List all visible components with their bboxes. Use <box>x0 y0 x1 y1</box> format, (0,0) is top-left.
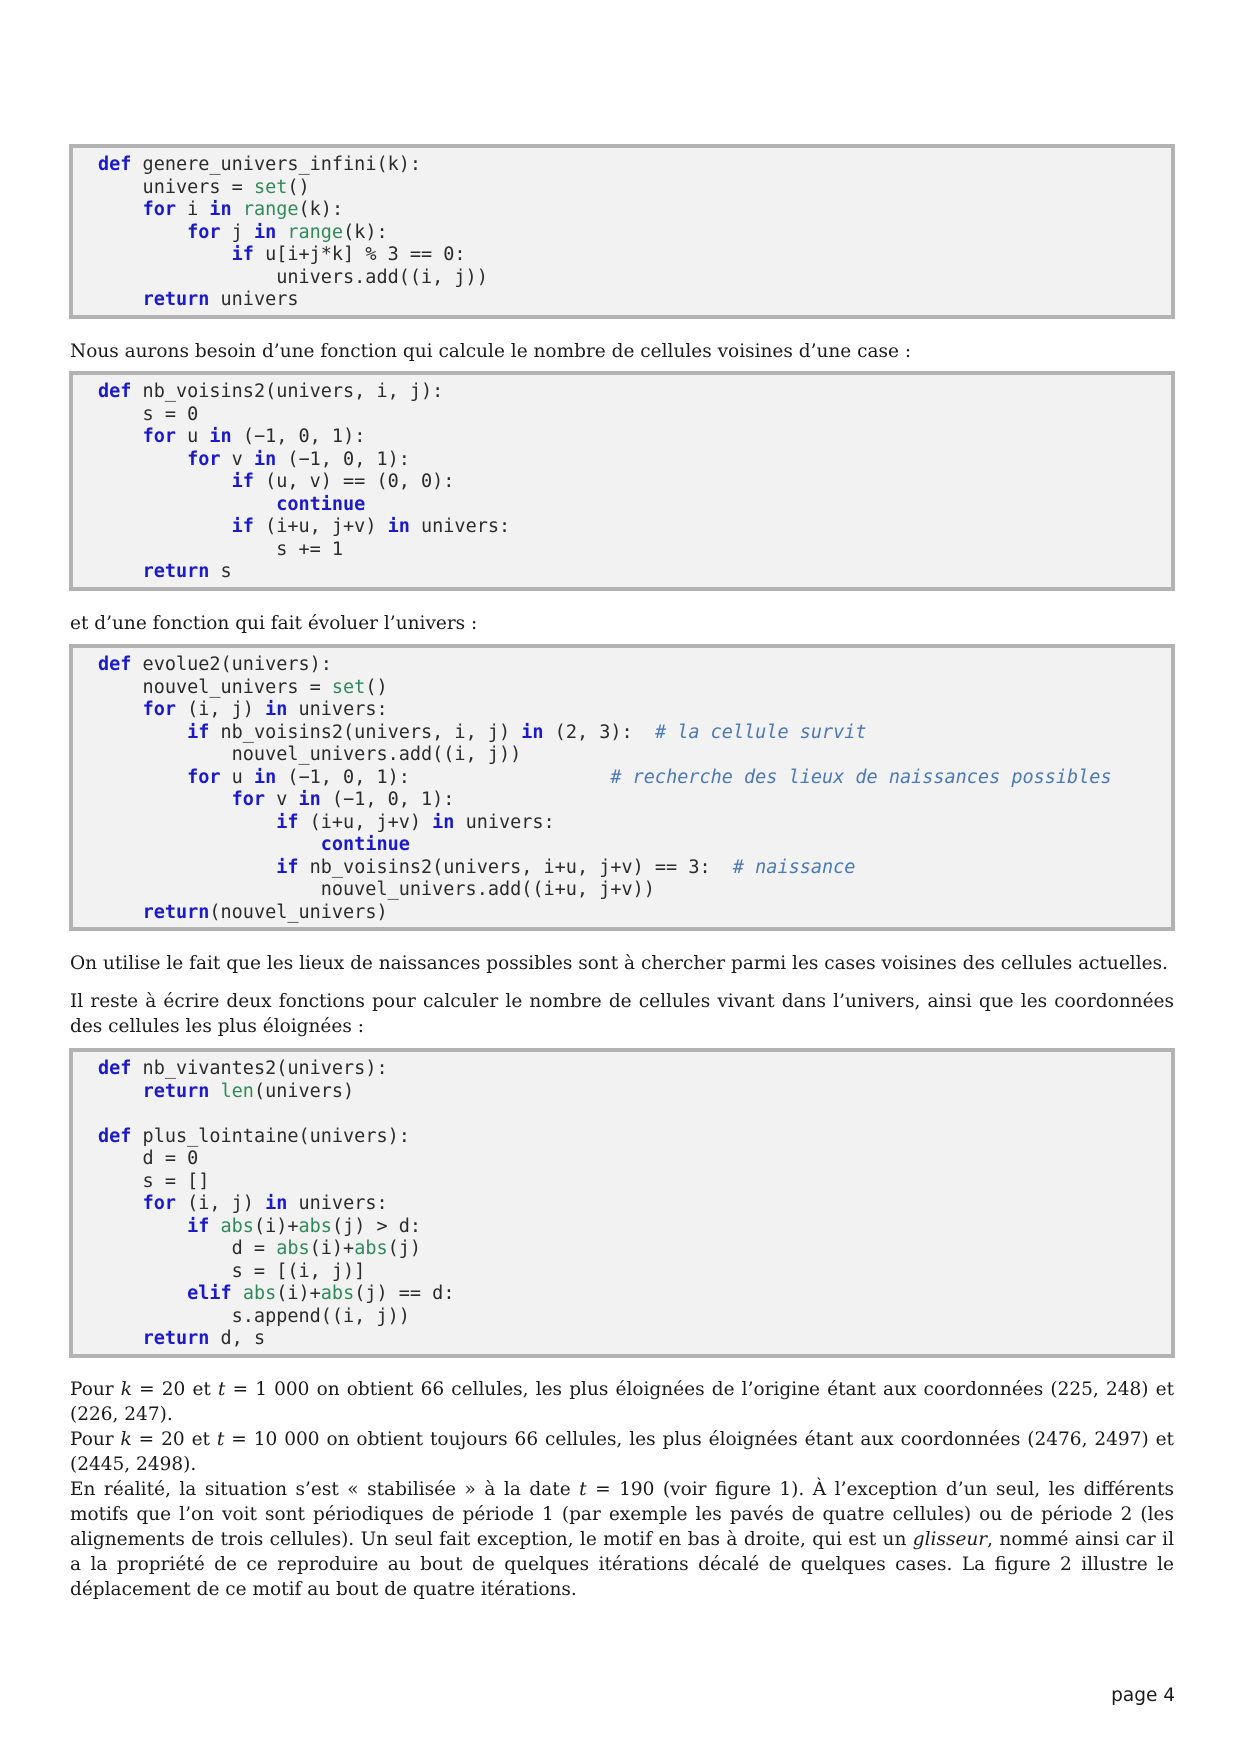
code-text <box>98 471 232 492</box>
code-text <box>98 561 143 582</box>
code-line <box>98 516 1171 539</box>
code-text <box>232 1283 243 1304</box>
code-text <box>98 857 276 878</box>
code-keyword: def <box>98 1125 132 1147</box>
code-keyword: in <box>209 199 232 220</box>
code-text: s += 1 <box>98 538 344 560</box>
code-line <box>98 722 1171 745</box>
code-keyword: if <box>187 721 210 743</box>
code-text: univers <box>209 289 299 310</box>
code-line <box>98 494 1171 517</box>
code-text: univers: <box>287 699 388 720</box>
code-builtin: abs <box>354 1238 388 1259</box>
code-keyword: def <box>98 154 132 175</box>
code-line <box>98 834 1171 857</box>
code-keyword: return <box>142 901 210 923</box>
paragraph-intro-evolue: et d’une fonction qui fait évoluer l’univers : <box>70 613 478 634</box>
code-line <box>98 1171 1171 1194</box>
code-keyword: for <box>187 448 221 470</box>
code-text: (i, j) <box>175 699 266 720</box>
code-line <box>98 1283 1171 1306</box>
code-keyword: in <box>521 721 544 743</box>
code-text <box>98 902 143 923</box>
code-text <box>98 426 143 447</box>
code-text: plus_lointaine(univers): <box>131 1125 410 1147</box>
code-text: (u, v) == (0, 0): <box>253 471 455 492</box>
code-line <box>98 471 1171 494</box>
code-line <box>98 1238 1171 1261</box>
code-keyword: elif <box>187 1283 232 1304</box>
code-keyword: return <box>142 1080 210 1102</box>
code-keyword: for <box>187 766 221 788</box>
code-text: d = 0 <box>98 1148 199 1169</box>
code-line <box>98 539 1171 562</box>
code-text: s <box>209 561 232 582</box>
code-line <box>98 222 1171 245</box>
code-text: s = [] <box>98 1170 210 1192</box>
code-line <box>98 1058 1171 1081</box>
code-keyword: continue <box>276 493 366 515</box>
code-text: s = [(i, j)] <box>98 1260 366 1282</box>
code-text: u <box>175 426 210 447</box>
code-builtin: range <box>242 199 299 220</box>
code-text: genere_univers_infini(k): <box>131 154 422 175</box>
code-text: nouvel_univers = <box>98 676 332 698</box>
code-text <box>98 449 187 470</box>
code-block-nb-voisins2 <box>69 371 1175 591</box>
code-text <box>98 1216 187 1237</box>
code-text: (−1, 0, 1): <box>276 448 410 470</box>
code-keyword: in <box>253 766 277 788</box>
code-builtin: abs <box>298 1215 332 1237</box>
code-text: s.append((i, j)) <box>98 1305 410 1327</box>
code-line <box>98 244 1171 267</box>
code-line <box>98 812 1171 835</box>
code-keyword: def <box>98 654 132 675</box>
code-text: (−1, 0, 1): <box>231 426 366 447</box>
code-keyword: in <box>253 448 277 470</box>
code-line <box>98 289 1171 312</box>
code-text: (j) > d: <box>331 1215 422 1237</box>
code-line <box>98 1261 1171 1284</box>
code-text: (−1, 0, 1): <box>320 789 455 810</box>
code-text: nouvel_univers.add((i+u, j+v)) <box>98 879 655 900</box>
code-line <box>98 879 1171 902</box>
code-text: nouvel_univers.add((i, j)) <box>98 744 522 765</box>
code-text <box>98 1193 143 1214</box>
code-text: () <box>287 176 310 198</box>
code-text: (i)+ <box>253 1215 299 1237</box>
code-text <box>209 1216 220 1237</box>
code-text <box>98 289 143 310</box>
code-keyword: in <box>265 699 288 720</box>
code-builtin: set <box>331 676 366 698</box>
code-keyword: if <box>187 1215 210 1237</box>
code-block-genere-univers-infini <box>69 144 1175 319</box>
code-text <box>98 1328 143 1349</box>
code-keyword: in <box>265 1193 288 1214</box>
code-keyword: if <box>231 471 254 492</box>
paragraph-intro-voisins: Nous aurons besoin d’une fonction qui calcule le nombre de cellules voisines d’une case : <box>70 341 912 362</box>
code-line <box>98 789 1171 812</box>
code-keyword: return <box>142 289 210 310</box>
code-text: u[i+j*k] % 3 == 0: <box>253 244 466 265</box>
code-builtin: set <box>253 176 288 198</box>
code-text: (−1, 0, 1): <box>276 766 611 788</box>
code-line <box>98 677 1171 700</box>
code-builtin: abs <box>320 1283 355 1304</box>
code-line <box>98 449 1171 472</box>
paragraph-resultats: Pour k = 20 et t = 1 000 on obtient 66 cellules, les plus éloignées de l’origine étant aux coordonnées (225, 248) et (226, 247). Pour k = 20 et t = 10 000 on obtient toujours 66 cellules, les plus éloignées étant aux coordonnées (2476, 2497) et (2445, 2498). En réalité, la situation s’est « stabilisée » à la date t = 190 (voir figure 1). À l’exception d’un seul, les différents motifs que l’on voit sont périodiques de période 1 (par exemple les pavés de quatre cellules) ou de période 2 (les alignements de trois cellules). Un seul fait exception, le motif en bas à droite, qui est un glisseur, nommé ainsi car il a la propriété de ce reproduire au bout de quelques itérations décalé de quelques cases. La figure 2 illustre le déplacement de ce motif au bout de quatre itérations. <box>70 1379 1174 1600</box>
paragraph-intro-fonctions: Il reste à écrire deux fonctions pour calculer le nombre de cellules vivant dans l’univers, ainsi que les coordonnées des cellules les plus éloignées : <box>70 991 1174 1037</box>
code-line <box>98 199 1171 222</box>
code-line <box>98 1193 1171 1216</box>
code-text: univers.add((i, j)) <box>98 266 488 288</box>
code-text <box>98 722 187 743</box>
code-text: (k): <box>298 199 344 220</box>
code-line <box>98 1328 1171 1351</box>
code-keyword: in <box>387 516 410 537</box>
code-text <box>98 834 321 855</box>
code-text: u <box>220 766 254 788</box>
code-line <box>98 381 1171 404</box>
code-text: (j) <box>387 1238 422 1259</box>
code-text: s = 0 <box>98 403 199 425</box>
code-comment: # la cellule survit <box>654 721 867 743</box>
code-keyword: for <box>142 426 176 447</box>
code-line <box>98 699 1171 722</box>
code-builtin: abs <box>220 1215 254 1237</box>
code-keyword: return <box>142 561 210 582</box>
code-keyword: return <box>142 1328 210 1349</box>
code-keyword: in <box>253 221 277 243</box>
code-line <box>98 426 1171 449</box>
code-builtin: range <box>287 221 344 243</box>
code-text <box>98 199 143 220</box>
code-builtin: abs <box>242 1283 277 1304</box>
page-number: page 4 <box>1111 1685 1175 1706</box>
code-text: nb_voisins2(univers, i+u, j+v) == 3: <box>298 856 733 878</box>
code-text <box>98 516 232 537</box>
code-text <box>98 244 232 265</box>
code-text <box>98 222 187 243</box>
code-block-evolue2 <box>69 644 1175 931</box>
code-text: (i, j) <box>175 1193 266 1214</box>
code-text: j <box>220 221 254 243</box>
code-text <box>276 222 287 243</box>
code-keyword: in <box>298 789 321 810</box>
code-line <box>98 857 1171 880</box>
code-keyword: for <box>187 221 221 243</box>
code-text <box>98 767 187 788</box>
code-text: (nouvel_univers) <box>209 901 388 923</box>
code-text: univers: <box>409 516 511 537</box>
code-text: i <box>175 199 210 220</box>
code-keyword: in <box>432 811 455 833</box>
code-text <box>98 494 276 515</box>
code-line <box>98 744 1171 767</box>
code-text: (2, 3): <box>543 721 655 743</box>
code-text: v <box>265 789 299 810</box>
code-text: (univers) <box>253 1080 355 1102</box>
code-text: univers: <box>287 1193 388 1214</box>
code-text: () <box>365 676 388 698</box>
code-line <box>98 1103 1171 1126</box>
code-text: nb_voisins2(univers, i, j) <box>209 721 522 743</box>
code-line <box>98 154 1171 177</box>
code-line <box>98 177 1171 200</box>
code-text <box>209 1081 220 1102</box>
code-keyword: continue <box>320 834 410 855</box>
code-line <box>98 1216 1171 1239</box>
code-keyword: for <box>231 789 266 810</box>
code-line <box>98 1306 1171 1329</box>
code-text: (i)+ <box>309 1238 355 1259</box>
code-block-nb-vivantes-plus-lointaine <box>69 1048 1175 1358</box>
code-text: nb_vivantes2(univers): <box>131 1058 388 1079</box>
code-text: (i+u, j+v) <box>298 811 433 833</box>
code-text: univers = <box>98 176 254 198</box>
code-keyword: def <box>98 1058 132 1079</box>
code-line <box>98 1081 1171 1104</box>
code-line <box>98 404 1171 427</box>
code-comment: # naissance <box>732 856 856 878</box>
code-line <box>98 561 1171 584</box>
code-text: evolue2(univers): <box>131 654 332 675</box>
code-text <box>98 1081 143 1102</box>
code-text <box>98 789 232 810</box>
code-text: v <box>220 448 254 470</box>
code-line <box>98 1126 1171 1149</box>
code-text: (i+u, j+v) <box>253 516 388 537</box>
code-keyword: for <box>142 1193 176 1214</box>
code-line <box>98 654 1171 677</box>
code-line <box>98 1148 1171 1171</box>
code-keyword: if <box>231 244 254 265</box>
code-keyword: def <box>98 381 132 402</box>
code-keyword: in <box>209 426 232 447</box>
code-text: d = <box>98 1238 277 1259</box>
code-keyword: for <box>142 699 176 720</box>
code-line <box>98 267 1171 290</box>
code-keyword: if <box>276 856 299 878</box>
code-comment: # recherche des lieux de naissances possibles <box>610 766 1112 788</box>
code-text <box>98 1283 187 1304</box>
code-text: (k): <box>343 221 388 243</box>
code-builtin: abs <box>276 1238 310 1259</box>
code-text <box>98 812 276 833</box>
code-line <box>98 902 1171 925</box>
paragraph-naissances: On utilise le fait que les lieux de naissances possibles sont à chercher parmi les cases voisines des cellules actuelles. <box>70 953 1168 974</box>
code-text <box>98 699 143 720</box>
code-keyword: if <box>276 811 299 833</box>
code-text: d, s <box>209 1328 266 1349</box>
code-text: nb_voisins2(univers, i, j): <box>131 381 444 402</box>
code-text: (i)+ <box>276 1283 321 1304</box>
code-text <box>232 199 243 220</box>
code-text: univers: <box>454 811 555 833</box>
code-builtin: len <box>220 1080 254 1102</box>
code-keyword: for <box>142 199 176 220</box>
code-keyword: if <box>231 516 254 537</box>
code-line <box>98 767 1171 790</box>
code-text: (j) == d: <box>354 1283 455 1304</box>
